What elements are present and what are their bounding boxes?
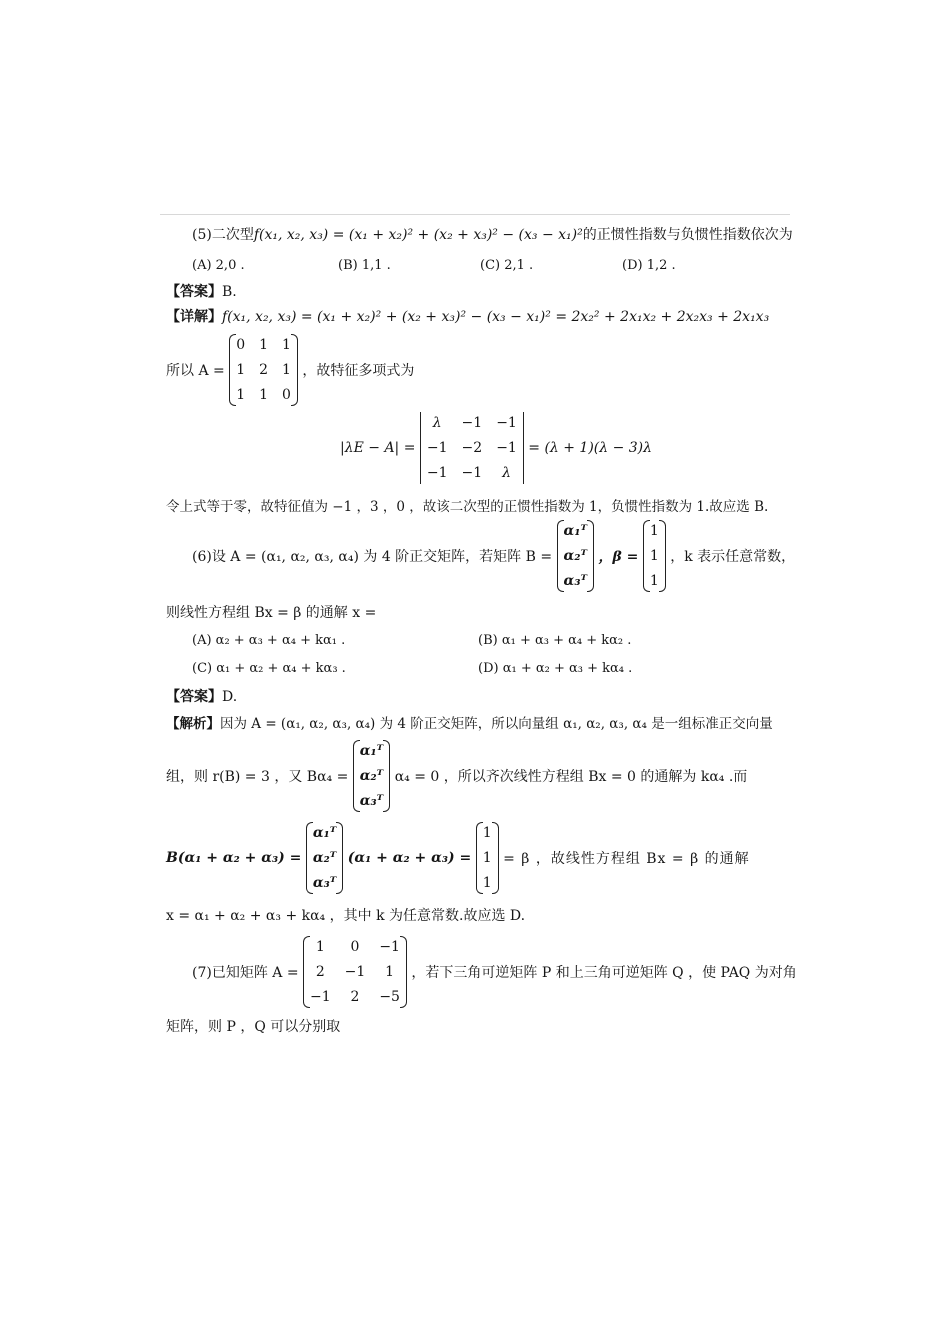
q5-question: (5)二次型f(x₁, x₂, x₃) = (x₁ + x₂)² + (x₂ + x₃)² − (x₃ − x₁)²的正惯性指数与负惯性指数依次为 <box>192 227 793 243</box>
q5-detail: 【详解】f(x₁, x₂, x₃) = (x₁ + x₂)² + (x₂ + x₃)² − (x₃ − x₁)² = 2x₂² + 2x₁x₂ + 2x₂x₃ + 2x₁x₃ <box>166 309 770 325</box>
matrix-b-repeat: α₁ᵀ α₂ᵀ α₃ᵀ <box>353 740 390 812</box>
q5-option-a: (A) 2,0 . <box>192 258 245 273</box>
q6-answer: 【答案】D. <box>166 689 238 705</box>
q6-question: (6)设 A = (α₁, α₂, α₃, α₄) 为 4 阶正交矩阵，若矩阵 B = α₁ᵀ α₂ᵀ α₃ᵀ ，β = 1 1 1 ，k 表示任意常数， <box>192 520 795 592</box>
q5-answer: 【答案】B. <box>166 284 237 300</box>
matrix-a-q7: 1 0 −1 2 −1 1 −1 2 −5 <box>303 936 407 1008</box>
q5-option-c: (C) 2,1 . <box>480 258 534 273</box>
ones-vector: 1 1 1 <box>476 822 499 894</box>
q6-analysis-1: 【解析】因为 A = (α₁, α₂, α₃, α₄) 为 4 阶正交矩阵，所以向量组 α₁, α₂, α₃, α₄ 是一组标准正交向量 <box>166 716 773 732</box>
determinant: λ −1 −1 −1 −2 −1 −1 −1 λ <box>420 412 524 484</box>
detail-label: 【详解】 <box>166 309 222 325</box>
q6-option-c: (C) α₁ + α₂ + α₄ + kα₃ . <box>192 661 346 676</box>
q6-option-d: (D) α₁ + α₂ + α₃ + kα₄ . <box>478 661 633 676</box>
q6-analysis-2: 组，则 r(B) = 3 ，又 Bα₄ = α₁ᵀ α₂ᵀ α₃ᵀ α₄ = 0 ，所以齐次线性方程组 Bx = 0 的通解为 kα₄ .而 <box>166 740 747 812</box>
q5-determinant: |λE − A| = λ −1 −1 −1 −2 −1 −1 −1 λ = (λ + 1)(λ − 3)λ <box>340 412 652 484</box>
matrix-b-repeat-2: α₁ᵀ α₂ᵀ α₃ᵀ <box>306 822 343 894</box>
q6-option-a: (A) α₂ + α₃ + α₄ + kα₁ . <box>192 633 346 648</box>
q6-analysis-3: B(α₁ + α₂ + α₃) = α₁ᵀ α₂ᵀ α₃ᵀ (α₁ + α₂ + α₃) = 1 1 1 = β ，故线性方程组 Bx = β 的通解 <box>166 822 750 894</box>
header-rule <box>160 214 790 215</box>
q5-matrix-line: 所以 A = 0 1 1 1 2 1 1 1 0 ，故特征多项式为 <box>166 334 414 406</box>
q7-question: (7)已知矩阵 A = 1 0 −1 2 −1 1 −1 2 −5 ，若下三角可逆矩阵 P 和上三角可逆矩阵 Q ，使 PAQ 为对角 <box>192 936 797 1008</box>
q6-question-2: 则线性方程组 Bx = β 的通解 x = <box>166 605 377 621</box>
q5-option-b: (B) 1,1 . <box>338 258 391 273</box>
beta-vector: 1 1 1 <box>643 520 666 592</box>
q5-option-d: (D) 1,2 . <box>622 258 676 273</box>
q6-option-b: (B) α₁ + α₃ + α₄ + kα₂ . <box>478 633 632 648</box>
matrix-a: 0 1 1 1 2 1 1 1 0 <box>229 334 298 406</box>
q5-conclusion: 令上式等于零，故特征值为 −1 ，3 ，0 ，故该二次型的正惯性指数为 1，负惯性指数为 1.故应选 B. <box>166 499 769 515</box>
answer-label: 【答案】 <box>166 284 222 300</box>
q7-question-2: 矩阵，则 P ，Q 可以分别取 <box>166 1019 341 1035</box>
q6-analysis-4: x = α₁ + α₂ + α₃ + kα₄ ，其中 k 为任意常数.故应选 D. <box>166 908 526 924</box>
matrix-b: α₁ᵀ α₂ᵀ α₃ᵀ <box>557 520 594 592</box>
